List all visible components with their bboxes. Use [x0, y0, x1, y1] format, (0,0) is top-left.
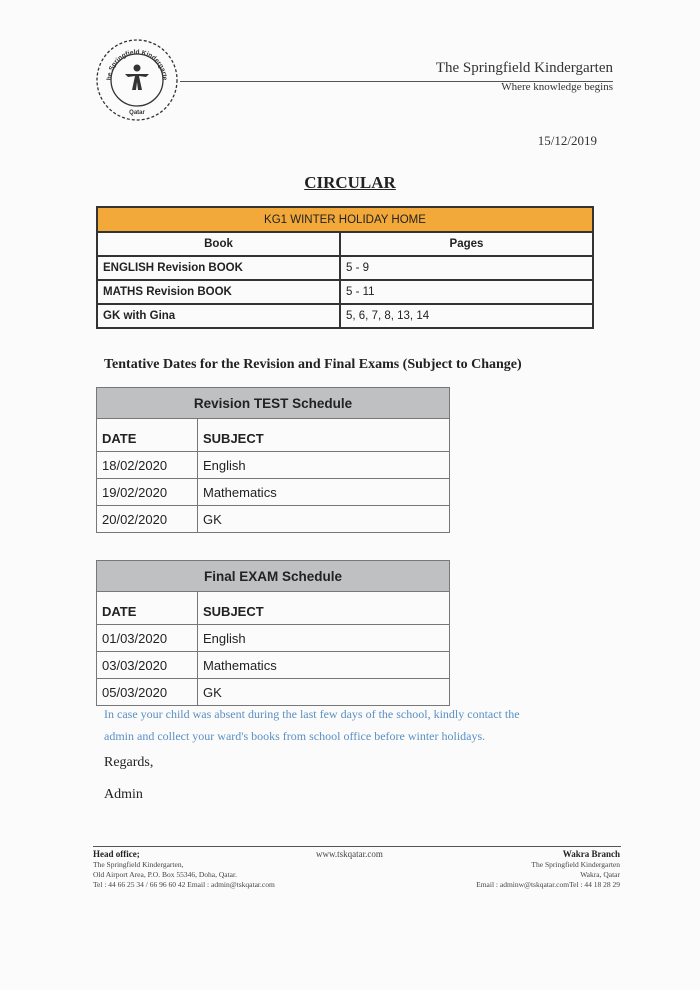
signoff: Admin — [104, 787, 143, 802]
table-row — [97, 256, 593, 280]
table-row — [97, 452, 450, 479]
revision-schedule-table — [96, 387, 450, 533]
head-office-block — [93, 849, 275, 890]
date-cell: 03/03/2020 — [97, 652, 198, 679]
revision-title: Revision TEST Schedule — [97, 388, 450, 419]
school-logo — [95, 38, 179, 122]
pages-cell: 5 - 11 — [340, 280, 593, 304]
circular-date: 15/12/2019 — [537, 133, 597, 148]
head-office-label: Head office; — [93, 849, 140, 859]
notice-line: admin and collect your ward's books from school office before winter holidays. — [104, 729, 486, 743]
logo-bottom-text: Qatar — [129, 110, 145, 116]
absence-notice — [104, 703, 574, 747]
pages-cell: 5, 6, 7, 8, 13, 14 — [340, 304, 593, 328]
date-cell: 20/02/2020 — [97, 506, 198, 533]
subject-cell: Mathematics — [198, 652, 450, 679]
table-row — [97, 479, 450, 506]
col-header-date: DATE — [97, 419, 198, 452]
table-row — [97, 625, 450, 652]
branch-line: Email : adminw@tskqatar.comTel : 44 18 28 29 — [476, 880, 620, 889]
head-office-line: Old Airport Area, P.O. Box 55346, Doha, Qatar. — [93, 870, 237, 879]
final-schedule-table — [96, 560, 450, 706]
notice-line: In case your child was absent during the last few days of the school, kindly contact the — [104, 707, 520, 721]
col-header-subject: SUBJECT — [198, 419, 450, 452]
website-link[interactable]: www.tskqatar.com — [316, 849, 383, 859]
school-name: The Springfield Kindergarten — [435, 60, 613, 76]
col-header-book: Book — [97, 232, 340, 256]
head-office-line: The Springfield Kindergarten, — [93, 860, 184, 869]
col-header-subject: SUBJECT — [198, 592, 450, 625]
subject-cell: GK — [198, 679, 450, 706]
wakra-branch-block — [476, 849, 620, 890]
subject-cell: GK — [198, 506, 450, 533]
homework-band-title: KG1 WINTER HOLIDAY HOME — [97, 207, 593, 232]
date-cell: 19/02/2020 — [97, 479, 198, 506]
footer-rule — [93, 846, 621, 847]
date-cell: 01/03/2020 — [97, 625, 198, 652]
head-office-line: Tel : 44 66 25 34 / 66 96 60 42 Email : admin@tskqatar.com — [93, 880, 275, 889]
book-cell: ENGLISH Revision BOOK — [97, 256, 340, 280]
logo-top-text: he Springfield Kindergarte — [105, 48, 169, 81]
subject-cell: English — [198, 625, 450, 652]
table-row — [97, 652, 450, 679]
table-row — [97, 506, 450, 533]
table-row — [97, 280, 593, 304]
table-row — [97, 679, 450, 706]
date-cell: 05/03/2020 — [97, 679, 198, 706]
page-title: CIRCULAR — [304, 173, 396, 192]
book-cell: MATHS Revision BOOK — [97, 280, 340, 304]
branch-line: The Springfield Kindergarten — [531, 860, 620, 869]
date-cell: 18/02/2020 — [97, 452, 198, 479]
table-row — [97, 304, 593, 328]
branch-label: Wakra Branch — [562, 849, 620, 859]
branch-line: Wakra, Qatar — [580, 870, 620, 879]
col-header-date: DATE — [97, 592, 198, 625]
book-cell: GK with Gina — [97, 304, 340, 328]
final-title: Final EXAM Schedule — [97, 561, 450, 592]
col-header-pages: Pages — [340, 232, 593, 256]
tentative-heading: Tentative Dates for the Revision and Final Exams (Subject to Change) — [104, 357, 522, 372]
tagline: Where knowledge begins — [501, 81, 613, 93]
holiday-homework-table — [96, 206, 594, 329]
pages-cell: 5 - 9 — [340, 256, 593, 280]
regards: Regards, — [104, 755, 154, 770]
subject-cell: Mathematics — [198, 479, 450, 506]
subject-cell: English — [198, 452, 450, 479]
